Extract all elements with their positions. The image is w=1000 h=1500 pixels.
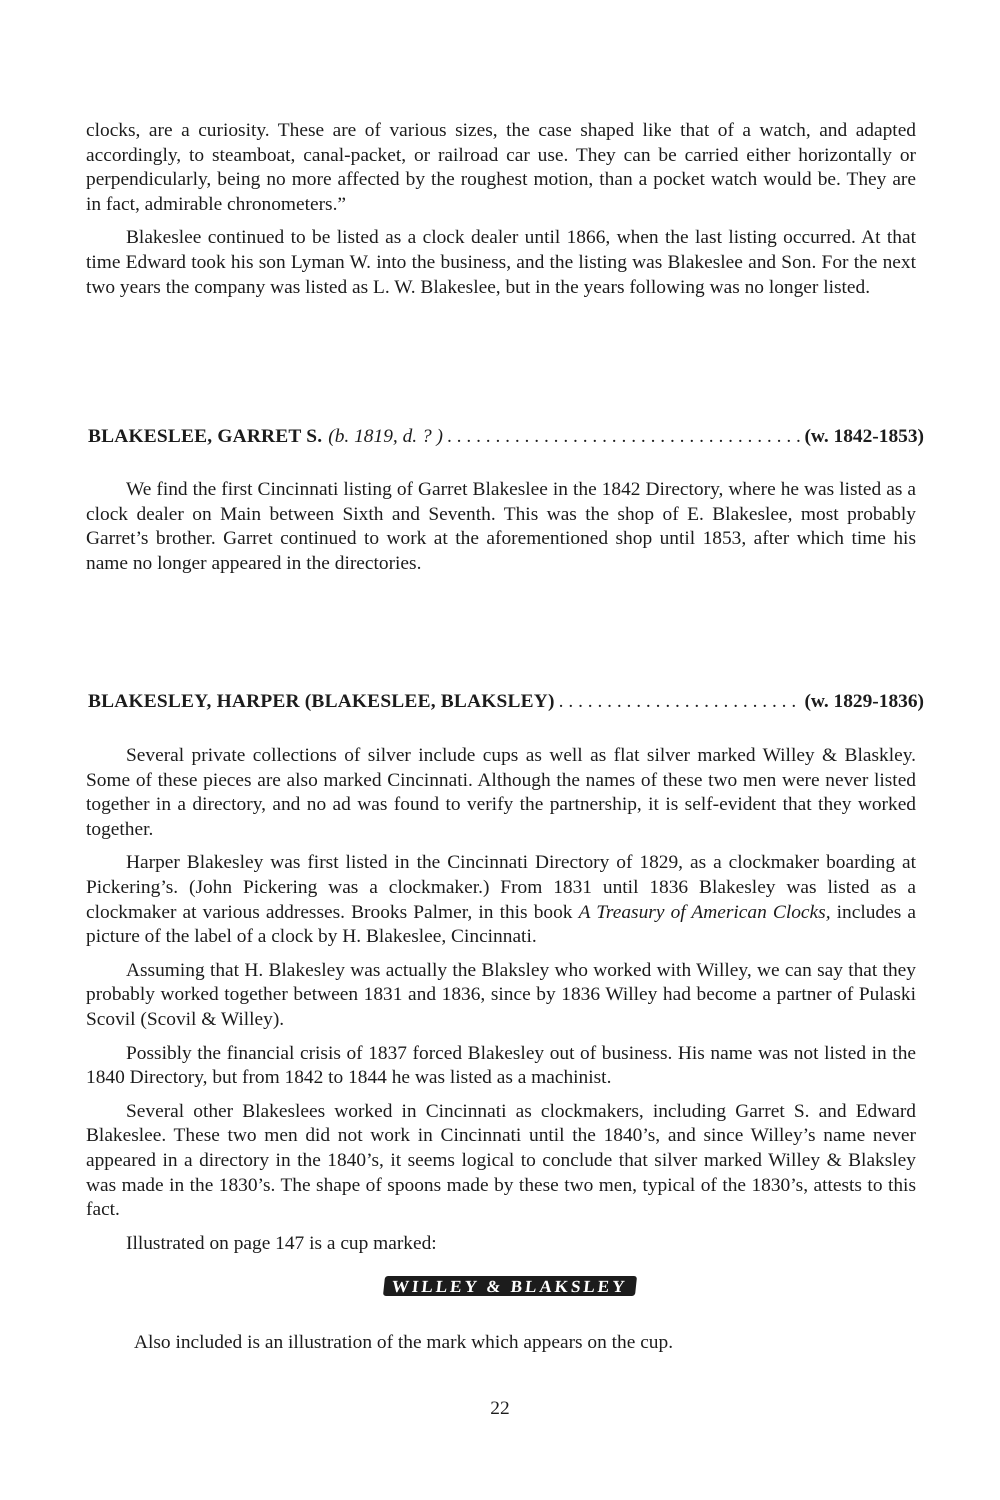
book-title: A Treasury of American Clocks, (578, 901, 831, 923)
paragraph: Illustrated on page 147 is a cup marked: (126, 1232, 437, 1254)
entry-heading-garret (88, 424, 924, 450)
paragraph-text: Harper Blakesley was first listed in the Cincinnati Directory of 1829, as a clockmaker boarding at Pickering’s. (John Pickering was a clockmaker.) From 1831 until 1836 Blakesley was listed as a clockmaker at various addresses. Brooks Palmer, in this book (86, 852, 916, 923)
mark-caption: Also included is an illustration of the mark which appears on the cup. (134, 1332, 674, 1353)
page-number: 22 (490, 1398, 510, 1419)
paragraph: Assuming that H. Blakesley was actually the Blaksley who worked with Willey, we can say that they probably worked together between 1831 and 1836, since by 1836 Willey had become a partner of Pulaski Scovil (Scovil & Willey). (86, 959, 916, 1030)
entry-name: BLAKESLEY, HARPER (BLAKESLEE, BLAKSLEY) (88, 691, 555, 712)
entry-life-dates: (b. 1819, d. ? ) (328, 426, 443, 447)
paragraph-text: includes a picture of the label of a clock by H. Blakeslee, Cincinnati. (86, 901, 917, 948)
entry-working-years: (w. 1842-1853) (804, 426, 924, 447)
entry-working-years: (w. 1829-1836) (804, 691, 924, 712)
paragraph: Several other Blakeslees worked in Cincinnati as clockmakers, including Garret S. and Edward Blakeslee. These two men did not work in Cincinnati until the 1840’s, and since Willey’s name never appeared in a directory in the 1840’s, it seems logical to conclude that silver marked Willey & Blaksley was made in the 1830’s. The shape of spoons made by these two men, typical of the 1830’s, attests to this fact. (86, 1100, 916, 1221)
entry-body-harper (86, 744, 916, 1265)
paragraph: Possibly the financial crisis of 1837 forced Blakesley out of business. His name was not listed in the 1840 Directory, but from 1842 to 1844 he was listed as a machinist. (86, 1042, 916, 1089)
makers-mark: WILLEY & BLAKSLEY (383, 1276, 637, 1296)
dot-leader (447, 424, 800, 450)
paragraph: Several private collections of silver include cups as well as flat silver marked Willey & Blaskley. Some of these pieces are also marked Cincinnati. Although the names of these two men were never listed together in a directory, and no ad was found to verify the partnership, it is self-evident that they worked together. (86, 745, 916, 840)
paragraph: We find the first Cincinnati listing of Garret Blakeslee in the 1842 Directory, where he was listed as a clock dealer on Main between Sixth and Seventh. This was the shop of E. Blakeslee, most probably Garret’s brother. Garret continued to work at the aforementioned shop until 1853, after which time his name no longer appeared in the directories. (86, 479, 916, 574)
paragraph (86, 851, 916, 949)
entry-heading-harper (88, 689, 924, 715)
paragraph: Blakeslee continued to be listed as a clock dealer until 1866, when the last listing occurred. At that time Edward took his son Lyman W. into the business, and the listing was Blakeslee and Son. For the next two years the company was listed as L. W. Blakeslee, but in the years following was no longer listed. (86, 227, 916, 298)
dot-leader (559, 689, 801, 715)
entry-name: BLAKESLEE, GARRET S. (88, 426, 323, 447)
continuation-text (86, 119, 916, 309)
paragraph: clocks, are a curiosity. These are of various sizes, the case shaped like that of a watch, and adapted accordingly, to steamboat, canal-packet, or railroad car use. They can be carried either horizontally or perpendicularly, being no more affected by the roughest motion, than a pocket watch would be. They are in fact, admirable chronometers.” (86, 120, 916, 215)
entry-body-garret (86, 478, 916, 585)
